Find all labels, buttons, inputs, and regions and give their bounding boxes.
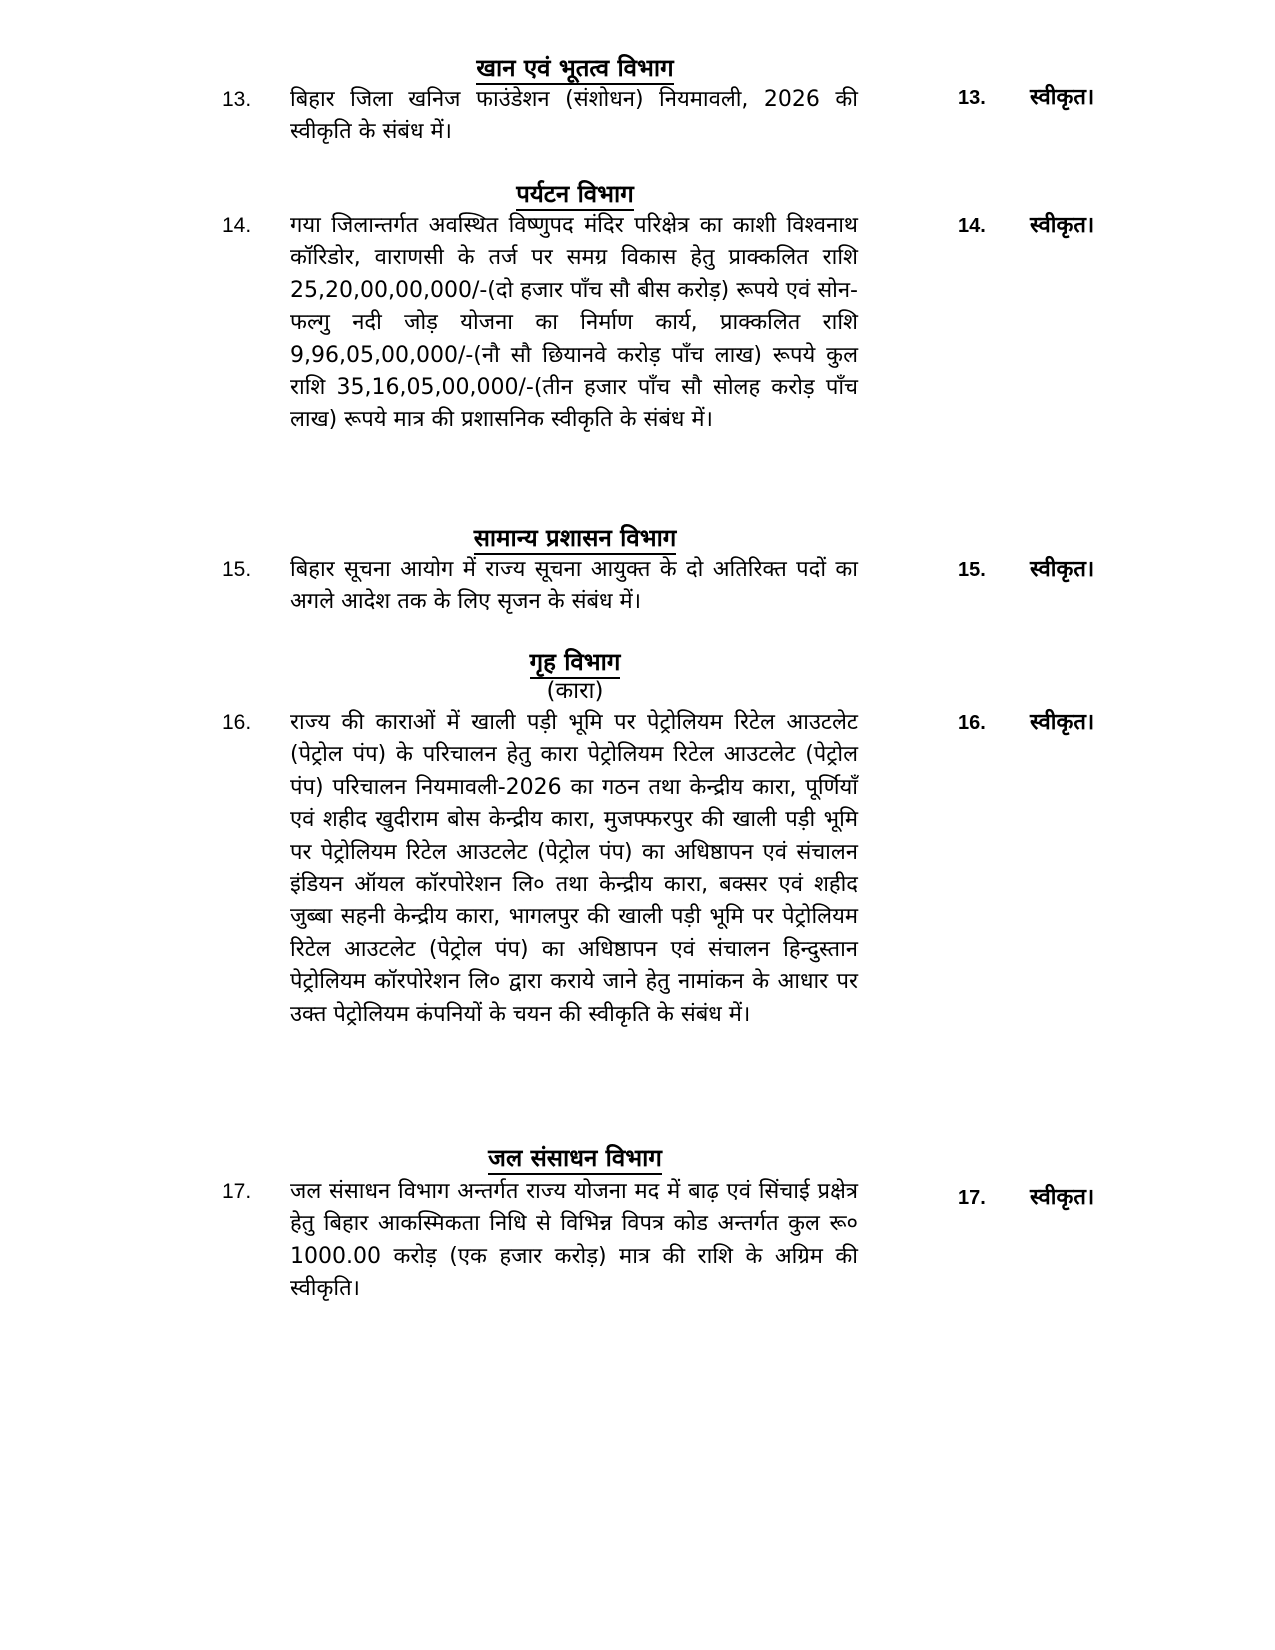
decision-status: स्वीकृत।	[1030, 85, 1095, 110]
item-text: बिहार जिला खनिज फाउंडेशन (संशोधन) नियमावली, 2026 की स्वीकृति के संबंध में।	[290, 87, 858, 145]
decision-number: 15.	[958, 559, 986, 581]
department-heading-general-administration: सामान्य प्रशासन विभाग	[290, 522, 860, 554]
item-text: गया जिलान्तर्गत अवस्थित विष्णुपद मंदिर परिक्षेत्र का काशी विश्वनाथ कॉरिडोर, वाराणसी के तर्ज पर समग्र विकास हेतु प्राक्कलित राशि 25,20,00,00,000/-(दो हजार पाँच सौ बीस करोड़) रूपये एवं सोन-फल्गु नदी जोड़ योजना का निर्माण कार्य, प्राक्कलित राशि 9,96,05,00,000/-(नौ सौ छियानवे करोड़ पाँच लाख) रूपये कुल राशि 35,16,05,00,000/-(तीन हजार पाँच सौ सोलह करोड़ पाँच लाख) रूपये मात्र की प्रशासनिक स्वीकृति के संबंध में।	[290, 213, 858, 433]
department-heading-mines-geology: खान एवं भूतत्व विभाग	[290, 52, 860, 84]
decision-number: 17.	[958, 1187, 986, 1209]
decision-number: 13.	[958, 87, 986, 109]
item-text: बिहार सूचना आयोग में राज्य सूचना आयुक्त के दो अतिरिक्त पदों का अगले आदेश तक के लिए सृजन के संबंध में।	[290, 557, 858, 615]
item-text: राज्य की काराओं में खाली पड़ी भूमि पर पेट्रोलियम रिटेल आउटलेट (पेट्रोल पंप) के परिचालन हेतु कारा पेट्रोलियम रिटेल आउटलेट (पेट्रोल पंप) परिचालन नियमावली-2026 का गठन तथा केन्द्रीय कारा, पूर्णियाँ एवं शहीद खुदीराम बोस केन्द्रीय कारा, मुजफ्फरपुर की खाली पड़ी भूमि पर पेट्रोलियम रिटेल आउटलेट (पेट्रोल पंप) का अधिष्ठापन एवं संचालन इंडियन ऑयल कॉरपोरेशन लि० तथा केन्द्रीय कारा, बक्सर एवं शहीद जुब्बा सहनी केन्द्रीय कारा, भागलपुर की खाली पड़ी भूमि पर पेट्रोलियम रिटेल आउटलेट (पेट्रोल पंप) का अधिष्ठापन एवं संचालन हिन्दुस्तान पेट्रोलियम कॉरपोरेशन लि० द्वारा कराये जाने हेतु नामांकन के आधार पर उक्त पेट्रोलियम कंपनियों के चयन की स्वीकृति के संबंध में।	[290, 710, 858, 1027]
item-number: 14.	[222, 214, 252, 237]
item-number: 15.	[222, 558, 252, 581]
department-heading-tourism: पर्यटन विभाग	[290, 178, 860, 210]
department-heading-water-resources: जल संसाधन विभाग	[290, 1142, 860, 1174]
decision-status: स्वीकृत।	[1030, 1185, 1095, 1210]
item-number: 13.	[222, 88, 252, 111]
item-number: 17.	[222, 1180, 252, 1203]
department-heading-home: गृह विभाग	[290, 646, 860, 678]
decision-status: स्वीकृत।	[1030, 213, 1095, 238]
decision-number: 16.	[958, 712, 986, 734]
item-number: 16.	[222, 711, 252, 734]
item-text: जल संसाधन विभाग अन्तर्गत राज्य योजना मद में बाढ़ एवं सिंचाई प्रक्षेत्र हेतु बिहार आकस्मिकता निधि से विभिन्न विपत्र कोड अन्तर्गत कुल रू० 1000.00 करोड़ (एक हजार करोड़) मात्र की राशि के अग्रिम की स्वीकृति।	[290, 1179, 858, 1302]
decision-number: 14.	[958, 215, 986, 237]
subdepartment-label: (कारा)	[546, 678, 604, 704]
decision-status: स्वीकृत।	[1030, 557, 1095, 582]
decision-status: स्वीकृत।	[1030, 710, 1095, 735]
